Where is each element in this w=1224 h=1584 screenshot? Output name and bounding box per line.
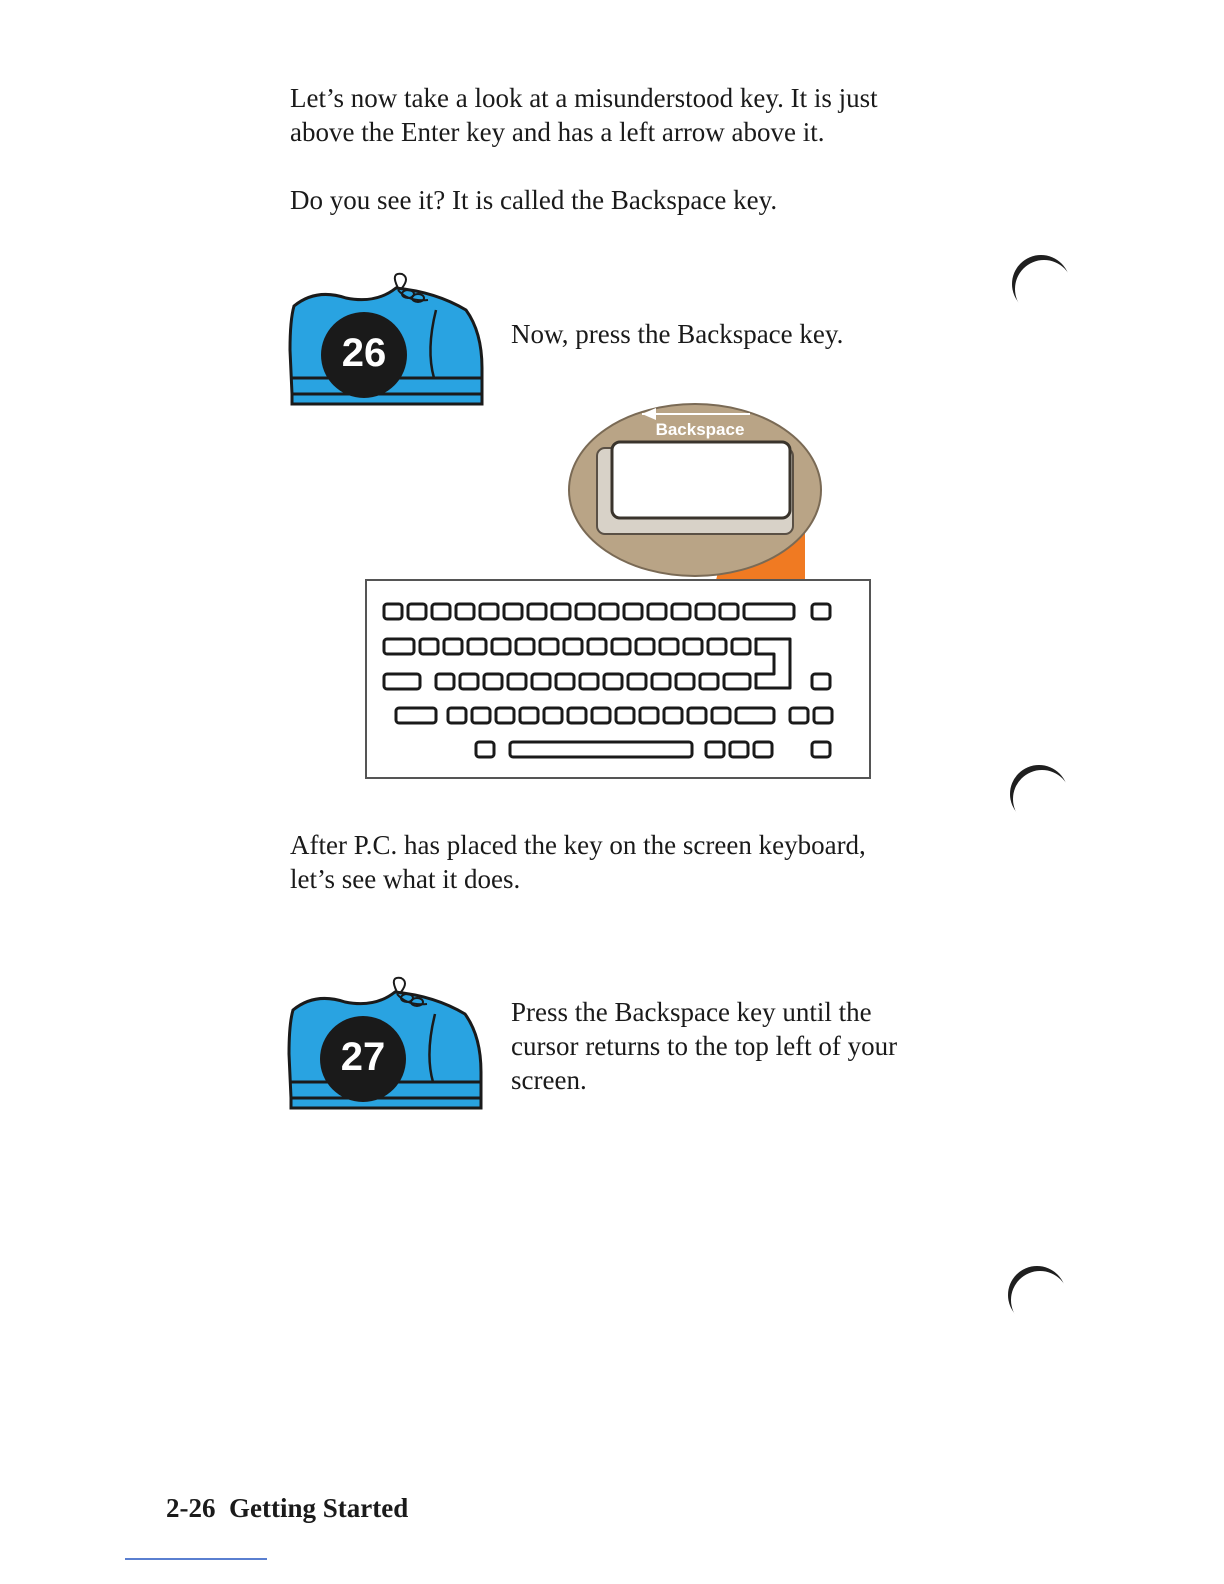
intro-line-2: above the Enter key and has a left arrow above it. bbox=[290, 117, 825, 147]
step-number-27: 27 bbox=[340, 1035, 386, 1079]
binder-hole bbox=[1012, 255, 1070, 313]
after-line-2: let’s see what it does. bbox=[290, 864, 521, 894]
intro-question: Do you see it? It is called the Backspace key. bbox=[290, 185, 778, 215]
step-27-text bbox=[511, 995, 981, 1097]
step-27-line-3: screen. bbox=[511, 1065, 587, 1095]
backspace-key-label: Backspace bbox=[655, 420, 745, 439]
step-27-line-2: cursor returns to the top left of your bbox=[511, 1031, 898, 1061]
binder-hole bbox=[1010, 765, 1068, 823]
chapter-title: Getting Started bbox=[229, 1493, 409, 1523]
intro-line-1: Let’s now take a look at a misunderstood key. It is just bbox=[290, 83, 878, 113]
intro-paragraph bbox=[290, 81, 990, 149]
page-number: 2-26 bbox=[166, 1493, 216, 1523]
after-line-1: After P.C. has placed the key on the screen keyboard, bbox=[290, 830, 866, 860]
footer-rule bbox=[125, 1558, 267, 1560]
keyboard-illustration bbox=[360, 398, 875, 783]
step-number-26: 26 bbox=[341, 331, 387, 375]
after-paragraph bbox=[290, 828, 990, 896]
step-27-line-1: Press the Backspace key until the bbox=[511, 997, 872, 1027]
binder-hole bbox=[1008, 1266, 1066, 1324]
step-26-text: Now, press the Backspace key. bbox=[511, 319, 844, 349]
page-footer bbox=[166, 1493, 408, 1524]
